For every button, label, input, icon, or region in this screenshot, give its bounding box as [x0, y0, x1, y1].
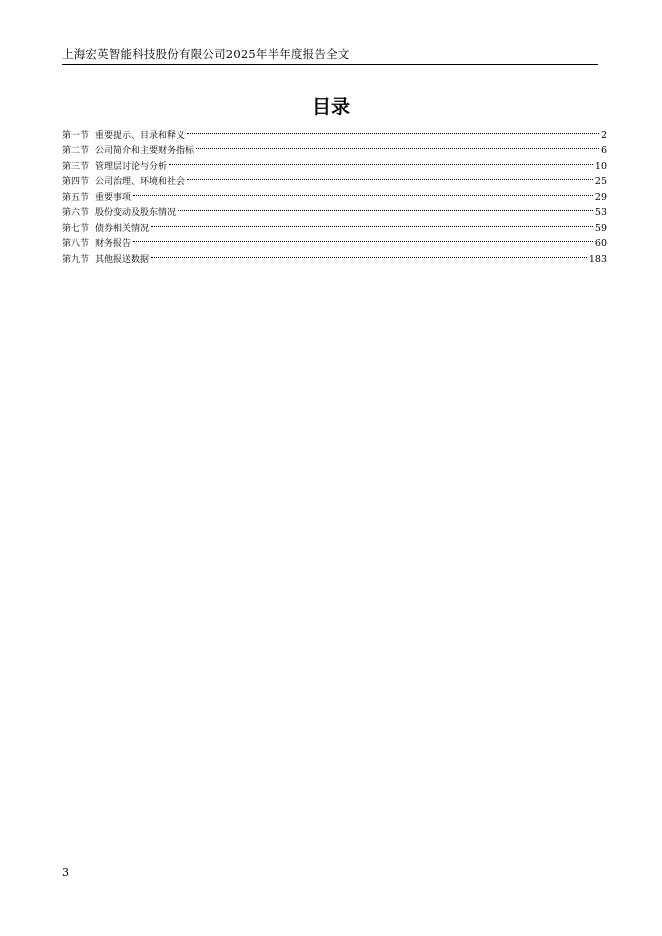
toc-section-name: 公司简介和主要财务指标	[95, 146, 195, 156]
table-of-contents	[62, 122, 607, 265]
toc-section-name: 重要事项	[95, 192, 132, 203]
toc-page-number: 60	[594, 238, 607, 249]
toc-page-number: 183	[588, 253, 607, 265]
toc-section-name: 债券相关情况	[95, 223, 150, 234]
toc-section-name: 其他报送数据	[95, 254, 150, 265]
toc-entry[interactable]	[62, 184, 607, 203]
page-header	[62, 44, 598, 65]
toc-section-number: 第四节	[62, 177, 90, 187]
toc-section-number: 第五节	[62, 192, 90, 203]
toc-section-number: 第三节	[62, 161, 90, 172]
toc-entry[interactable]	[62, 246, 607, 265]
toc-section-name: 重要提示、目录和释义	[95, 130, 186, 141]
toc-section-number: 第二节	[62, 146, 90, 156]
toc-page-number: 25	[594, 176, 607, 187]
page-number: 3	[62, 866, 69, 879]
toc-entry[interactable]	[62, 122, 607, 141]
toc-leader-dots	[169, 153, 593, 169]
toc-page-number: 2	[600, 129, 607, 141]
toc-section-name: 股份变动及股东情况	[95, 208, 177, 218]
toc-section-number: 第七节	[62, 223, 90, 234]
toc-entry[interactable]	[62, 200, 607, 216]
toc-section-name: 公司治理、环境和社会	[95, 177, 186, 187]
toc-section-number: 第一节	[62, 130, 90, 141]
toc-page-number: 53	[594, 207, 607, 218]
toc-section-number: 第六节	[62, 208, 90, 218]
toc-title: 目录	[311, 96, 350, 118]
toc-page-number: 10	[594, 160, 607, 172]
toc-section-number: 第八节	[62, 239, 90, 249]
toc-leader-dots	[178, 200, 593, 216]
toc-page-number: 59	[594, 222, 607, 234]
toc-page-number: 6	[600, 145, 607, 156]
toc-leader-dots	[151, 246, 587, 262]
report-title: 上海宏英智能科技股份有限公司2025年半年度报告全文	[62, 47, 350, 61]
toc-leader-dots	[133, 231, 593, 247]
toc-page-number: 29	[594, 191, 607, 203]
toc-section-number: 第九节	[62, 254, 90, 265]
toc-section-name: 管理层讨论与分析	[95, 161, 168, 172]
toc-leader-dots	[187, 169, 593, 185]
toc-section-name: 财务报告	[95, 239, 132, 249]
toc-leader-dots	[196, 138, 599, 154]
toc-leader-dots	[151, 215, 593, 231]
toc-leader-dots	[133, 184, 593, 200]
toc-entry[interactable]	[62, 231, 607, 247]
toc-leader-dots	[187, 122, 599, 138]
